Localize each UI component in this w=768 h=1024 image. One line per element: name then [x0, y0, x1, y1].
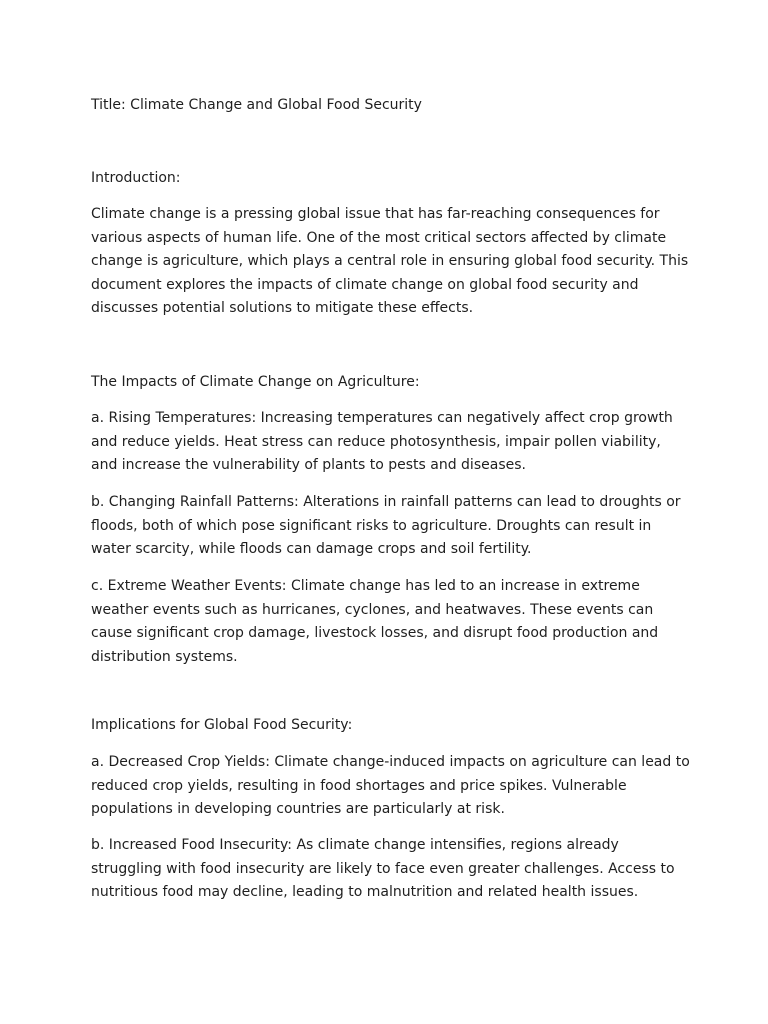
impact-item-extreme-weather: c. Extreme Weather Events: Climate change has led to an increase in extreme weather events such as hurricanes, cyclones, and heatwaves. These events can cause significant crop damage, livestock losses, and disrupt food production and distribution systems. — [91, 578, 659, 665]
impact-item-changing-rainfall: b. Changing Rainfall Patterns: Alterations in rainfall patterns can lead to droughts or floods, both of which pose significant risks to agriculture. Droughts can result in water scarcity, while floods can damage crops and soil fertility. — [91, 494, 681, 558]
impacts-heading: The Impacts of Climate Change on Agriculture: — [91, 374, 420, 390]
impact-item-rising-temperatures: a. Rising Temperatures: Increasing temperatures can negatively affect crop growth and reduce yields. Heat stress can reduce photosynthesis, impair pollen viability, and increase the vulnerability of plants to pests and diseases. — [91, 410, 673, 474]
introduction-paragraph: Climate change is a pressing global issue that has far-reaching consequences for various aspects of human life. One of the most critical sectors affected by climate change is agriculture, which plays a central role in ensuring global food security. This document explores the impacts of climate change on global food security and discusses potential solutions to mitigate these effects. — [91, 206, 689, 317]
introduction-heading: Introduction: — [91, 170, 181, 186]
implication-item-decreased-yields: a. Decreased Crop Yields: Climate change-induced impacts on agriculture can lead to reduced crop yields, resulting in food shortages and price spikes. Vulnerable populations in developing countries are particularly at risk. — [91, 754, 690, 818]
document-title: Title: Climate Change and Global Food Security — [91, 97, 422, 113]
implications-heading: Implications for Global Food Security: — [91, 717, 353, 733]
implication-item-food-insecurity: b. Increased Food Insecurity: As climate change intensifies, regions already struggling with food insecurity are likely to face even greater challenges. Access to nutritious food may decline, leading to malnutrition and related health issues. — [91, 837, 675, 901]
